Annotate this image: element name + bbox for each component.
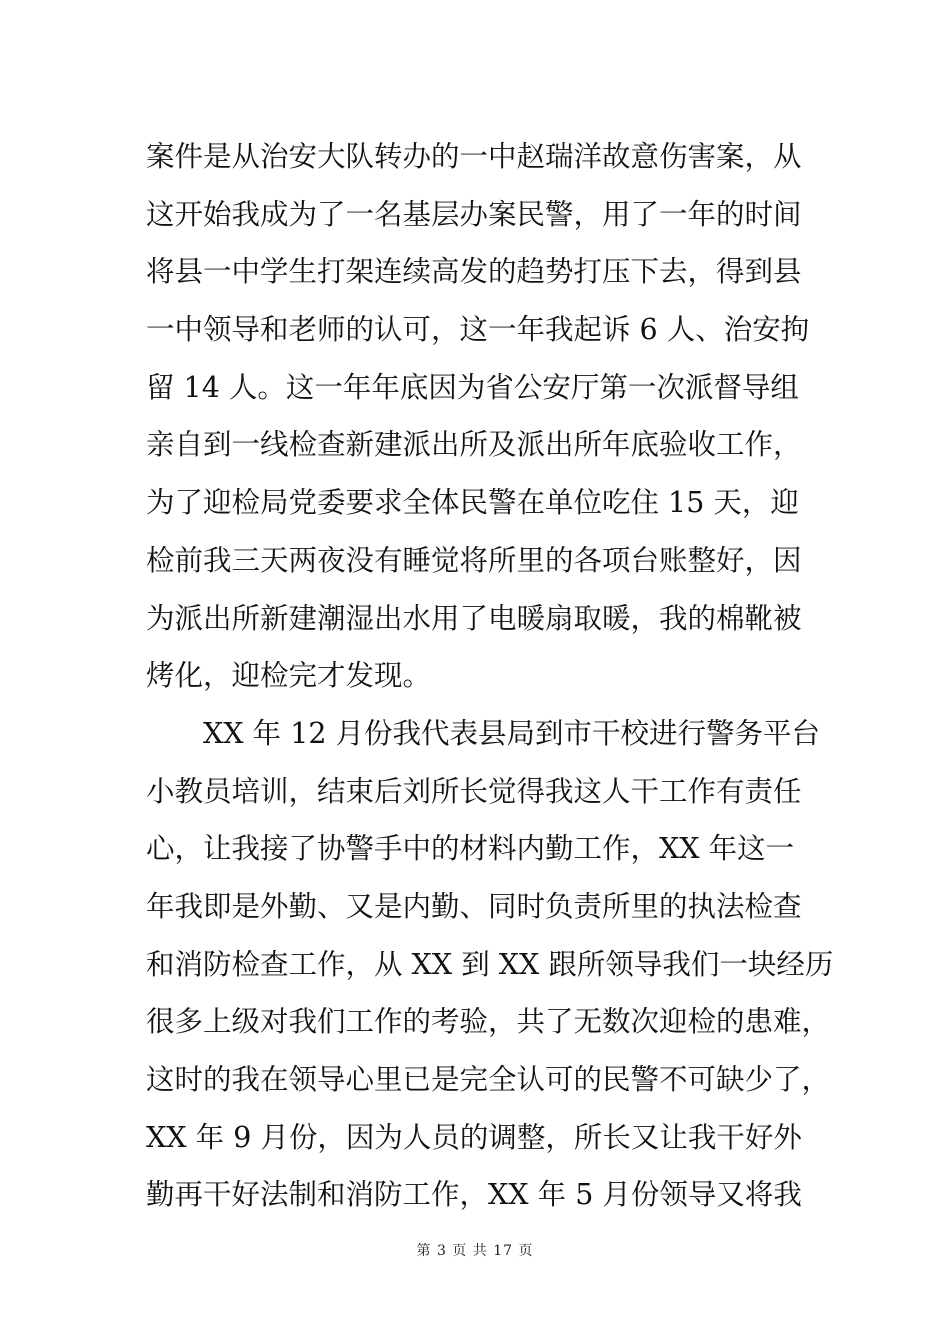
text-line: XX 年 9 月份，因为人员的调整，所长又让我干好外 <box>146 1120 802 1154</box>
text-line: 勤再干好法制和消防工作，XX 年 5 月份领导又将我 <box>146 1178 802 1212</box>
text-line: 留 14 人。这一年年底因为省公安厅第一次派督导组 <box>146 370 799 404</box>
body-text <box>146 128 834 1224</box>
text-line: 亲自到一线检查新建派出所及派出所年底验收工作， <box>146 428 802 462</box>
text-line: 小教员培训，结束后刘所长觉得我这人干工作有责任 <box>146 774 802 808</box>
page-number-footer: 第 3 页 共 17 页 <box>416 1243 534 1259</box>
text-line: 这时的我在领导心里已是完全认可的民警不可缺少了， <box>146 1063 831 1096</box>
text-line: 很多上级对我们工作的考验，共了无数次迎检的患难， <box>146 1005 831 1039</box>
text-line: 这开始我成为了一名基层办案民警，用了一年的时间 <box>146 197 802 231</box>
text-line: 烤化，迎检完才发现。 <box>146 659 432 693</box>
text-line: XX 年 12 月份我代表县局到市干校进行警务平台 <box>146 716 821 750</box>
text-line: 案件是从治安大队转办的一中赵瑞洋故意伤害案，从 <box>146 140 802 173</box>
text-line: 为了迎检局党委要求全体民警在单位吃住 15 天，迎 <box>146 486 799 520</box>
text-line: 将县一中学生打架连续高发的趋势打压下去，得到县 <box>146 255 802 289</box>
text-line: 心，让我接了协警手中的材料内勤工作，XX 年这一 <box>146 832 795 866</box>
text-line: 检前我三天两夜没有睡觉将所里的各项台账整好，因 <box>146 543 802 577</box>
text-line: 年我即是外勤、又是内勤、同时负责所里的执法检查 <box>146 889 802 923</box>
text-line: 和消防检查工作，从 XX 到 XX 跟所领导我们一块经历 <box>146 947 834 981</box>
text-line: 为派出所新建潮湿出水用了电暖扇取暖，我的棉靴被 <box>146 601 802 635</box>
text-line: 一中领导和老师的认可，这一年我起诉 6 人、治安拘 <box>146 313 810 347</box>
